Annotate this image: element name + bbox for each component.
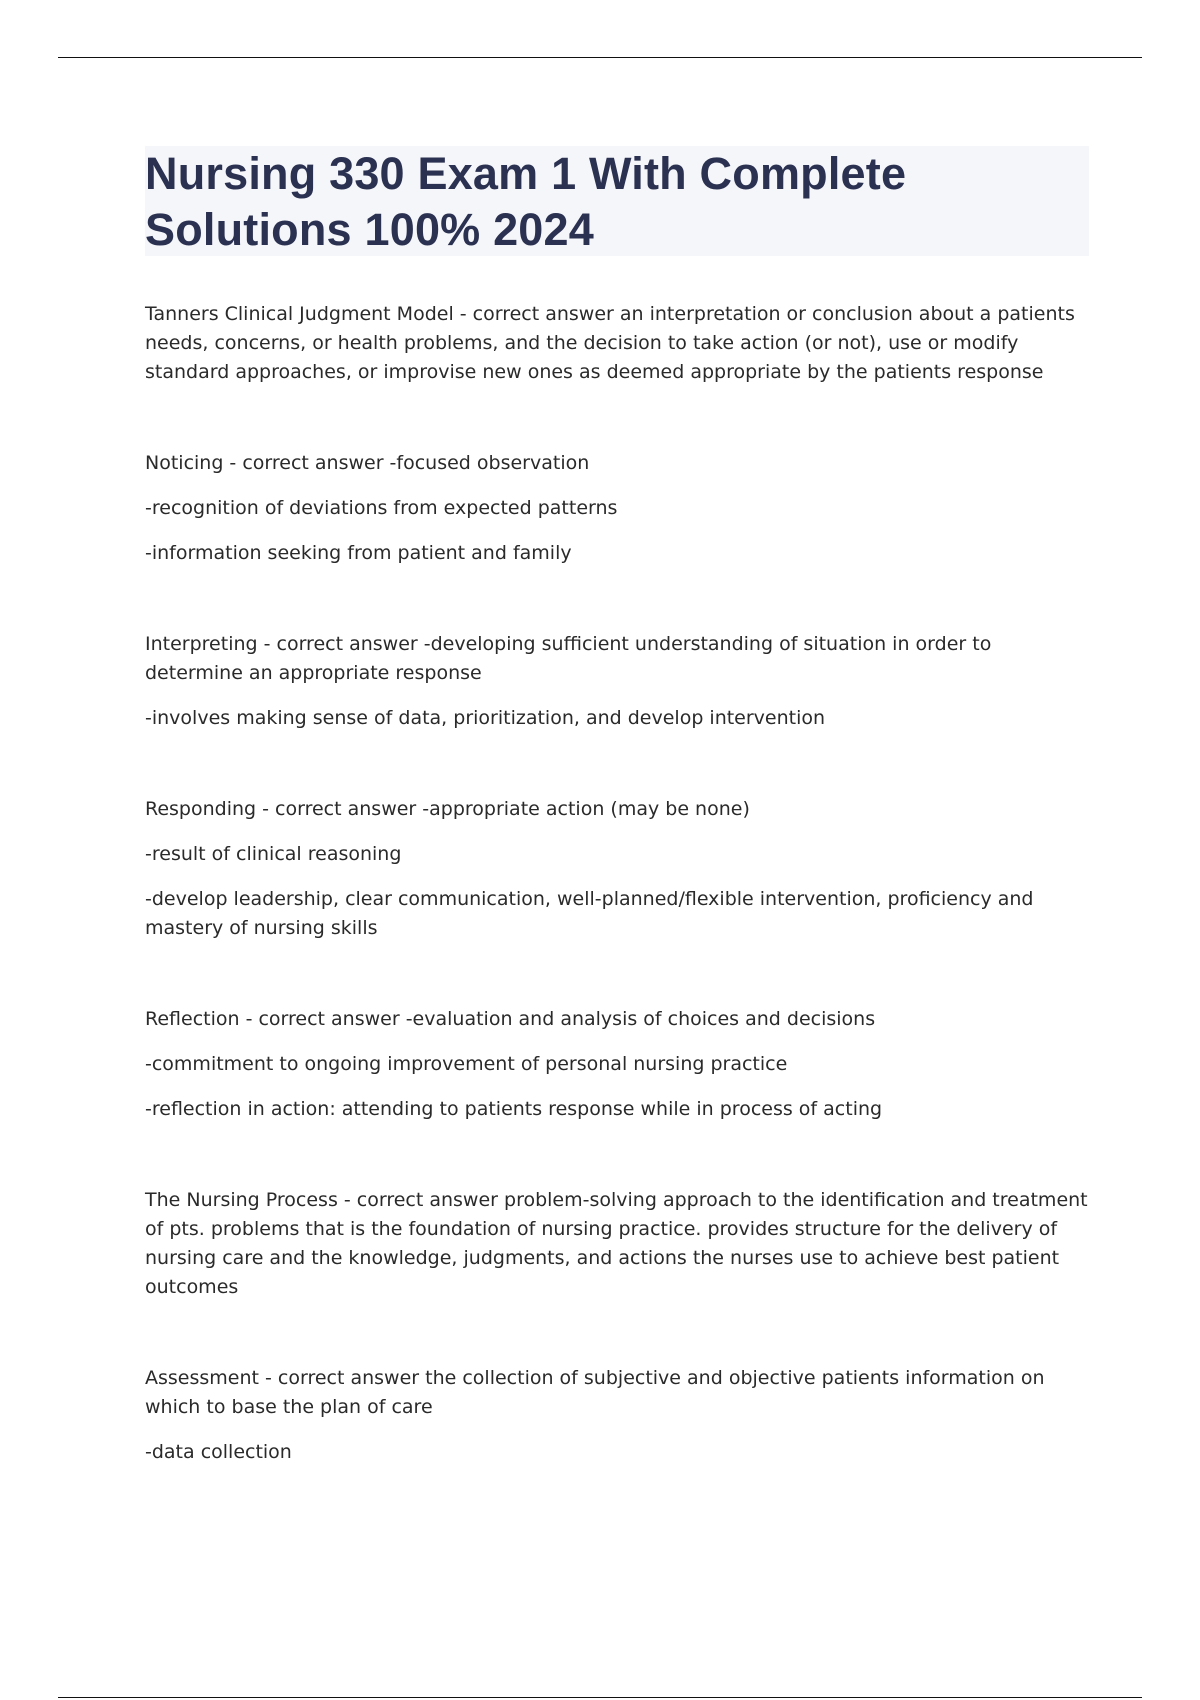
entry-line: -reflection in action: attending to patients response while in process of acting (145, 1098, 883, 1120)
entry-interpreting (145, 630, 1095, 733)
header-rule (58, 57, 1142, 58)
entry-nursing-process (145, 1186, 1095, 1302)
entry-reflection (145, 1005, 1095, 1124)
entry-line: -information seeking from patient and family (145, 542, 572, 564)
entry-line: -commitment to ongoing improvement of personal nursing practice (145, 1053, 788, 1075)
entry-noticing (145, 449, 1095, 568)
entry-line: -recognition of deviations from expected patterns (145, 497, 618, 519)
page-title: Nursing 330 Exam 1 With Complete Solutions 100% 2024 (145, 148, 907, 255)
footer-rule (58, 1697, 1142, 1698)
entry-line: Assessment - correct answer the collection of subjective and objective patients information on which to base the plan of care (145, 1367, 1045, 1418)
entry-assessment (145, 1364, 1095, 1467)
entry-line: Reflection - correct answer -evaluation and analysis of choices and decisions (145, 1008, 876, 1030)
entry-line: The Nursing Process - correct answer problem-solving approach to the identification and treatment of pts. problems that is the foundation of nursing practice. provides structure for the delivery of nursing care and the knowledge, judgments, and actions the nurses use to achieve best patient outcomes (145, 1189, 1088, 1298)
entry-line: Tanners Clinical Judgment Model - correct answer an interpretation or conclusion about a patients needs, concerns, or health problems, and the decision to take action (or not), use or modify standard approaches, or improvise new ones as deemed appropriate by the patients response (145, 303, 1075, 383)
entry-line: -develop leadership, clear communication, well-planned/flexible intervention, proficiency and mastery of nursing skills (145, 888, 1034, 939)
entry-line: Responding - correct answer -appropriate action (may be none) (145, 798, 750, 820)
document-body (145, 300, 1095, 1529)
title-block (145, 146, 1089, 256)
entry-line: -result of clinical reasoning (145, 843, 402, 865)
entry-tanners-model (145, 300, 1095, 387)
entry-responding (145, 795, 1095, 943)
entry-line: Noticing - correct answer -focused observation (145, 452, 590, 474)
entry-line: -involves making sense of data, prioritization, and develop intervention (145, 707, 826, 729)
entry-line: -data collection (145, 1441, 292, 1463)
entry-line: Interpreting - correct answer -developing sufficient understanding of situation in order to determine an appropriate response (145, 633, 992, 684)
